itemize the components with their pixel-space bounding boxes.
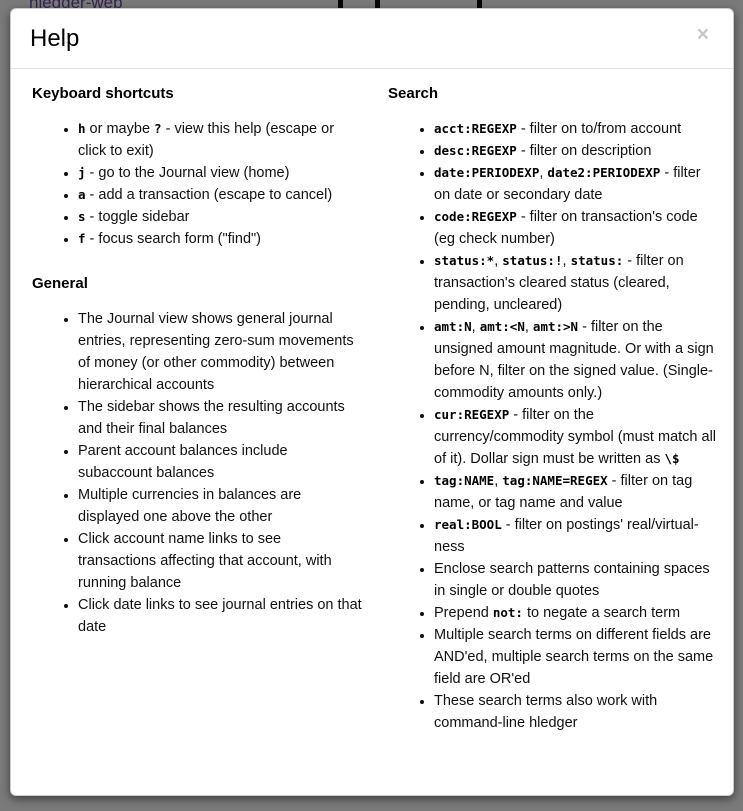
list-item: • Multiple currencies in balances are displayed one above the other [78,484,363,528]
list-item: • date:PERIODEXP, date2:PERIODEXP - filter on date or secondary date [434,162,719,206]
list-item: • desc:REGEXP - filter on description [434,140,719,162]
code-term: amt:<N [479,319,525,334]
code-term: not: [492,605,523,620]
list-item: • a - add a transaction (escape to cancel) [78,184,363,206]
section-general [24,274,363,638]
code-term: code:REGEXP [434,209,517,224]
code-term: acct:REGEXP [434,121,517,136]
section-title-keyboard-shortcuts: Keyboard shortcuts [32,85,174,102]
list-item: • real:BOOL - filter on postings' real/virtual-ness [434,514,719,558]
list-item: • Click date links to see journal entries on that date [78,594,363,638]
list-item: • Parent account balances include subaccount balances [78,440,363,484]
right-column [380,84,719,744]
close-icon[interactable]: × [691,23,715,46]
list-item: • tag:NAME, tag:NAME=REGEX - filter on tag name, or tag name and value [434,470,719,514]
code-term: status: [570,253,624,268]
list-item: • Enclose search patterns containing spaces in single or double quotes [434,558,719,602]
list-item: • code:REGEXP - filter on transaction's code (eg check number) [434,206,719,250]
code-term: j [78,165,86,180]
list-item: • The sidebar shows the resulting accounts and their final balances [78,396,363,440]
code-term: date2:PERIODEXP [547,165,661,180]
section-list-keyboard-shortcuts [24,118,363,250]
list-item: • Click account name links to see transactions affecting that account, with running balance [78,528,363,594]
code-term: cur:REGEXP [434,407,510,422]
help-modal [10,8,734,796]
list-item: • Multiple search terms on different fields are AND'ed, multiple search terms on the same field are OR'ed [434,624,719,690]
list-item: • amt:N, amt:<N, amt:>N - filter on the unsigned amount magnitude. Or with a sign before N, filter on the signed value. (Single-commodity amounts only.) [434,316,719,404]
code-term: tag:NAME=REGEX [502,473,608,488]
list-item: • h or maybe ? - view this help (escape or click to exit) [78,118,363,162]
section-list-general [24,308,363,638]
section-search [380,84,719,734]
section-title-general: General [32,275,88,292]
section-keyboard-shortcuts [24,84,363,250]
code-term: date:PERIODEXP [434,165,540,180]
list-item: • status:*, status:!, status: - filter on transaction's cleared status (cleared, pending, uncleared) [434,250,719,316]
list-item: • s - toggle sidebar [78,206,363,228]
list-item: • f - focus search form ("find") [78,228,363,250]
code-term: tag:NAME [434,473,495,488]
code-term: f [78,231,86,246]
list-item: • Prepend not: to negate a search term [434,602,719,624]
code-term: status:* [434,253,495,268]
code-term: \$ [664,451,680,466]
code-term: h [78,121,86,136]
code-term: a [78,187,86,202]
left-column [24,84,363,744]
list-item: • cur:REGEXP - filter on the currency/commodity symbol (must match all of it). Dollar sign must be written as \$ [434,404,719,470]
code-term: ? [154,121,162,136]
modal-title: Help [30,25,80,52]
list-item: • These search terms also work with command-line hledger [434,690,719,734]
section-title-search: Search [388,85,439,102]
list-item: • The Journal view shows general journal entries, representing zero-sum movements of money (or other commodity) between hierarchical accounts [78,308,363,396]
code-term: desc:REGEXP [434,143,517,158]
list-item: • acct:REGEXP - filter on to/from account [434,118,719,140]
code-term: real:BOOL [434,517,502,532]
modal-body [11,69,733,759]
code-term: s [78,209,86,224]
section-list-search [380,118,719,734]
list-item: • j - go to the Journal view (home) [78,162,363,184]
code-term: amt:>N [532,319,579,334]
code-term: amt:N [434,319,472,334]
code-term: status:! [502,253,563,268]
modal-header [11,9,733,69]
